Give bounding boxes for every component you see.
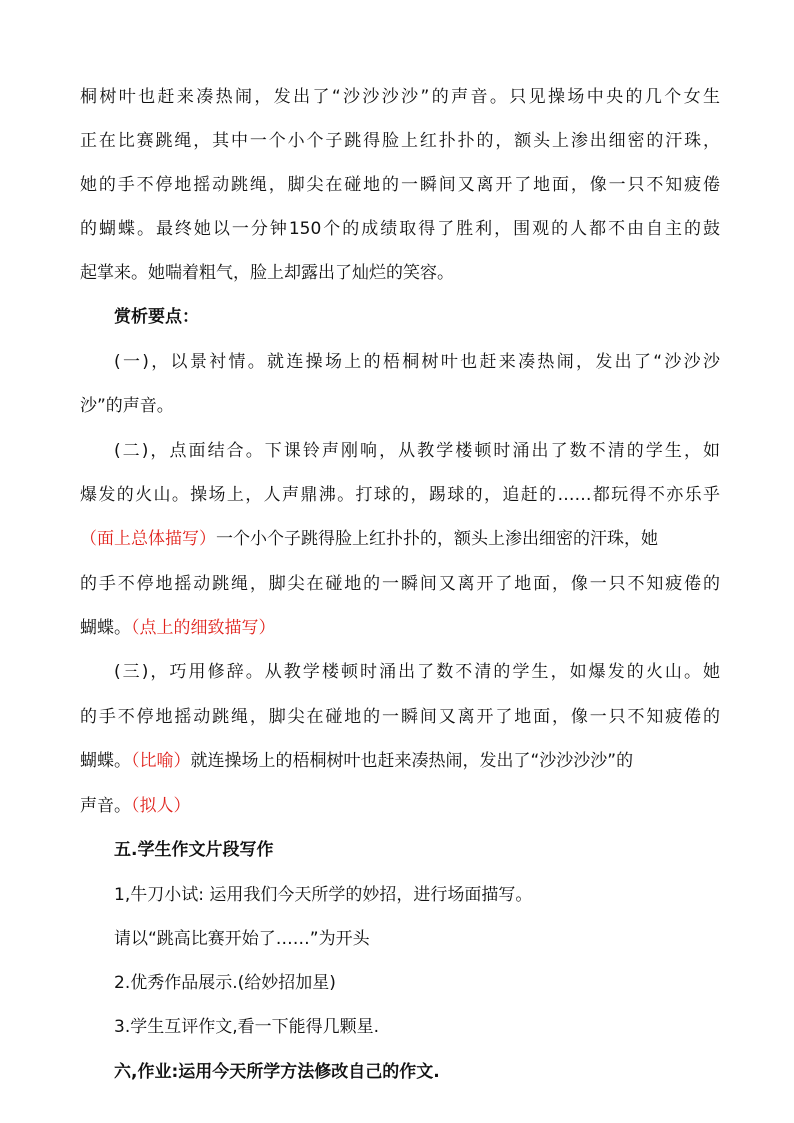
section-5-item: 请以“跳高比赛开始了……”为开头 <box>114 929 370 949</box>
annotation-point-description: （点上的细致描写） <box>131 618 276 638</box>
analysis-heading: 赏析要点： <box>114 307 199 327</box>
section-6-heading: 六,作业:运用今天所学方法修改自己的作文. <box>114 1062 440 1082</box>
point-2-text: 蝴蝶。 <box>80 618 131 638</box>
paragraph-line: 起掌来。她喘着粗气，脸上却露出了灿烂的笑容。 <box>80 263 454 283</box>
paragraph-line: 她的手不停地摇动跳绳，脚尖在碰地的一瞬间又离开了地面，像一只不知疲倦 <box>80 175 720 195</box>
section-5-item: 2.优秀作品展示.(给妙招加星) <box>114 973 336 993</box>
point-3-line <box>80 795 720 817</box>
point-2-line <box>80 528 720 550</box>
point-3-line: (三)，巧用修辞。从教学楼顿时涌出了数不清的学生，如爆发的火山。她 <box>114 662 720 682</box>
point-3-line: 的手不停地摇动跳绳，脚尖在碰地的一瞬间又离开了地面，像一只不知疲倦的 <box>80 707 720 727</box>
point-1-line: (一)，以景衬情。就连操场上的梧桐树叶也赶来凑热闹，发出了“沙沙沙 <box>114 352 720 372</box>
annotation-personification: （拟人） <box>131 796 191 816</box>
point-3-line <box>80 750 720 772</box>
point-2-line: 爆发的火山。操场上，人声鼎沸。打球的，踢球的，追赶的……都玩得不亦乐乎 <box>80 485 720 505</box>
annotation-simile: （比喻） <box>131 751 191 771</box>
point-2-text: 一个小个子跳得脸上红扑扑的，额头上渗出细密的汗珠，她 <box>216 529 658 549</box>
annotation-area-description: （面上总体描写） <box>80 529 216 549</box>
section-5-item: 3.学生互评作文,看一下能得几颗星. <box>114 1017 380 1037</box>
point-3-text: 就连操场上的梧桐树叶也赶来凑热闹，发出了“沙沙沙沙”的 <box>190 751 634 771</box>
paragraph-line: 正在比赛跳绳，其中一个小个子跳得脸上红扑扑的，额头上渗出细密的汗珠， <box>80 131 720 151</box>
point-1-line: 沙”的声音。 <box>80 396 174 416</box>
point-3-text: 声音。 <box>80 796 131 816</box>
point-2-line: 的手不停地摇动跳绳，脚尖在碰地的一瞬间又离开了地面，像一只不知疲倦的 <box>80 574 720 594</box>
paragraph-line: 桐树叶也赶来凑热闹，发出了“沙沙沙沙”的声音。只见操场中央的几个女生 <box>80 87 720 107</box>
point-2-line <box>80 617 720 639</box>
point-3-text: 蝴蝶。 <box>80 751 131 771</box>
paragraph-line: 的蝴蝶。最终她以一分钟150个的成绩取得了胜利，围观的人都不由自主的鼓 <box>80 219 720 239</box>
section-5-item: 1,牛刀小试: 运用我们今天所学的妙招，进行场面描写。 <box>114 885 533 905</box>
point-2-line: (二)，点面结合。下课铃声刚响，从教学楼顿时涌出了数不清的学生，如 <box>114 441 720 461</box>
section-5-heading: 五.学生作文片段写作 <box>114 840 274 860</box>
